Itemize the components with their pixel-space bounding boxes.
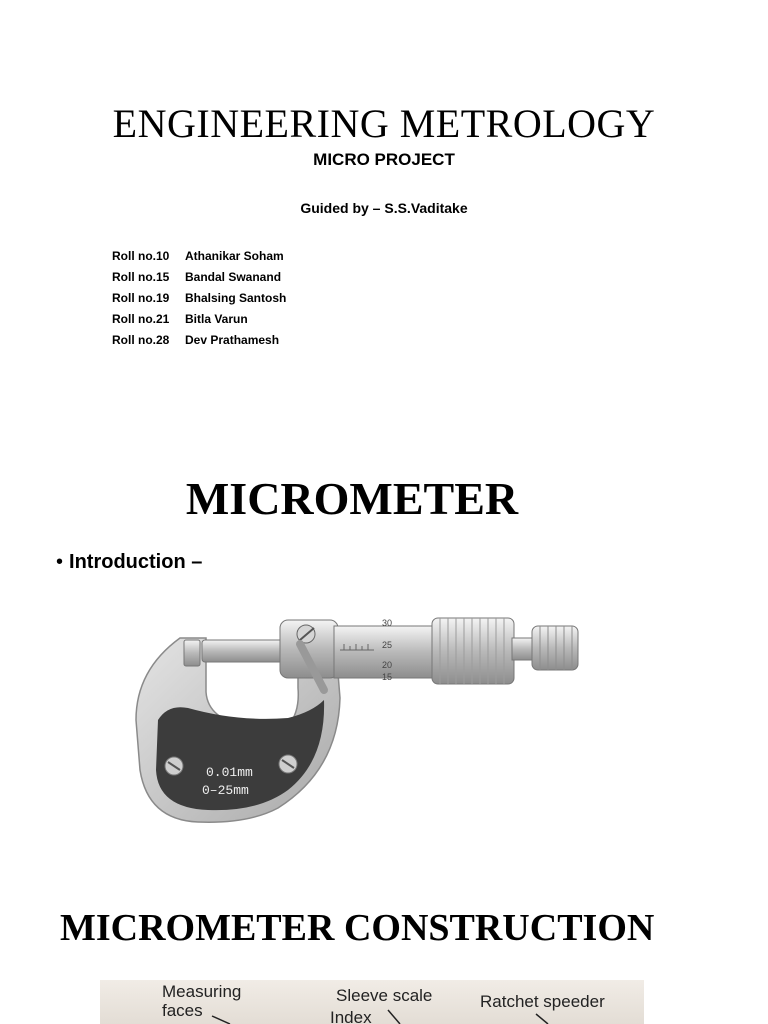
- student-name: Bandal Swanand: [185, 270, 282, 285]
- guide-line: Guided by – S.S.Vaditake: [300, 200, 468, 216]
- student-roster: [112, 246, 286, 350]
- sleeve-mark: 20: [382, 660, 393, 670]
- introduction-bullet: [56, 551, 202, 574]
- roll-number: Roll no.10: [112, 249, 170, 264]
- anvil: [184, 640, 200, 666]
- introduction-text: Introduction –: [69, 551, 203, 573]
- sleeve-mark: 30: [382, 618, 393, 628]
- student-name: Athanikar Soham: [185, 249, 284, 264]
- construction-heading: MICROMETER CONSTRUCTION: [60, 907, 655, 949]
- construction-diagram: [100, 980, 644, 1024]
- micrometer-illustration: [128, 600, 588, 840]
- roster-row: [112, 246, 286, 267]
- project-subtitle: MICRO PROJECT: [313, 150, 455, 169]
- roll-number: Roll no.21: [112, 311, 170, 326]
- label-faces: faces: [162, 1001, 203, 1020]
- ratchet: [532, 626, 578, 670]
- roll-number: Roll no.28: [112, 332, 170, 347]
- roll-number: Roll no.19: [112, 290, 170, 305]
- roster-row: [112, 267, 286, 288]
- micrometer-heading: MICROMETER: [185, 473, 519, 524]
- student-name: Dev Prathamesh: [185, 332, 280, 347]
- student-name: Bhalsing Santosh: [185, 290, 287, 305]
- roster-row: [112, 288, 286, 309]
- bullet-icon: •: [56, 551, 64, 573]
- page-title: ENGINEERING METROLOGY: [112, 101, 656, 146]
- roll-number: Roll no.15: [112, 270, 170, 285]
- roster-row: [112, 308, 286, 329]
- diagram-arrows: [100, 980, 644, 1024]
- label-ratchet: Ratchet speeder: [480, 992, 605, 1011]
- sleeve-mark: 15: [382, 672, 393, 682]
- sleeve: [334, 626, 434, 678]
- frame-label: 0.01mm: [206, 765, 253, 780]
- label-index: Index: [330, 1008, 372, 1024]
- label-sleeve-scale: Sleeve scale: [336, 986, 433, 1005]
- frame-label: 0–25mm: [202, 783, 249, 798]
- roster-row: [112, 329, 286, 350]
- student-name: Bitla Varun: [185, 311, 248, 326]
- label-measuring: Measuring: [162, 982, 242, 1001]
- ratchet-stem: [512, 638, 534, 660]
- thimble: [432, 618, 514, 684]
- sleeve-mark: 25: [382, 640, 393, 650]
